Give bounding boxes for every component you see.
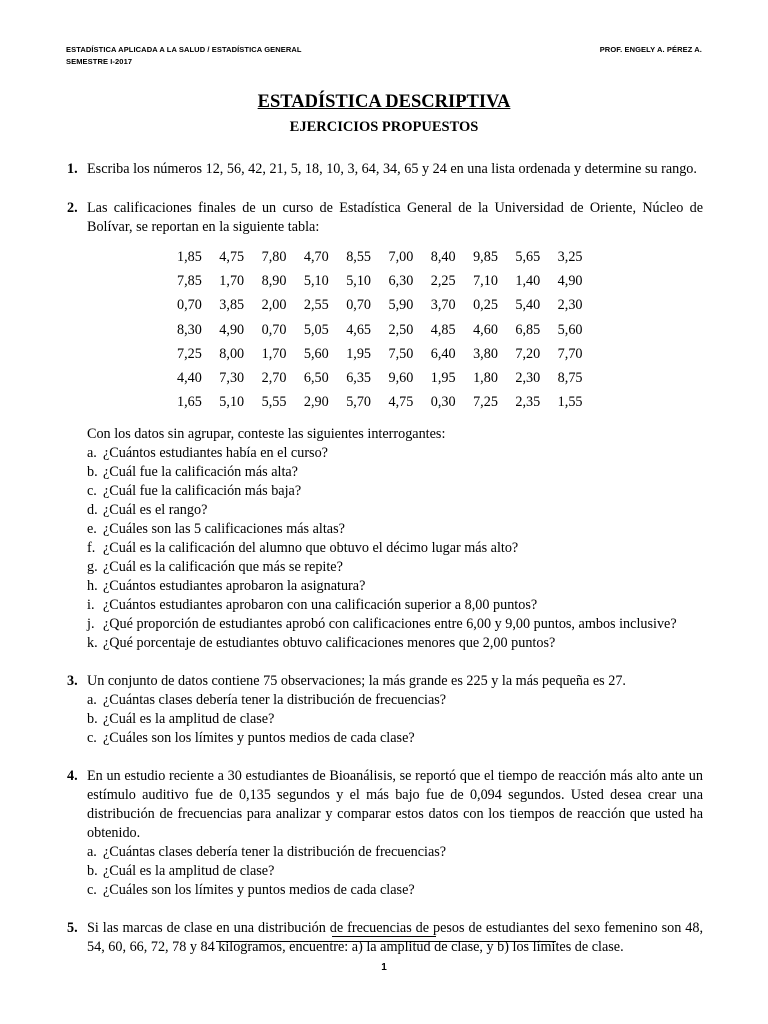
item-text: ¿Cuántas clases debería tener la distribución de frecuencias? bbox=[103, 692, 447, 709]
exercise-number: 3. bbox=[67, 673, 78, 690]
exercise-2 bbox=[67, 199, 703, 653]
exercise-text: Escriba los números 12, 56, 42, 21, 5, 18, 10, 3, 64, 34, 65 y 24 en una lista ordenada y determine su rango. bbox=[87, 161, 697, 177]
table-cell: 5,65 bbox=[515, 248, 541, 265]
exercise-text: Un conjunto de datos contiene 75 observaciones; la más grande es 225 y la más pequeña es 27. bbox=[87, 673, 626, 690]
table-cell: 4,75 bbox=[219, 248, 245, 265]
exercise-1 bbox=[67, 160, 703, 179]
table-cell: 7,20 bbox=[515, 345, 541, 362]
item-letter: a. bbox=[87, 844, 97, 861]
item-letter: a. bbox=[87, 692, 97, 709]
list-item bbox=[87, 444, 703, 463]
table-cell: 4,65 bbox=[346, 321, 372, 338]
item-text: ¿Cuántos estudiantes había en el curso? bbox=[103, 445, 328, 462]
table-cell: 7,30 bbox=[219, 370, 245, 387]
table-cell: 6,50 bbox=[303, 370, 329, 387]
item-text: ¿Cuáles son las 5 calificaciones más altas? bbox=[103, 521, 345, 538]
course-name: ESTADÍSTICA APLICADA A LA SALUD / ESTADÍSTICA GENERAL bbox=[66, 45, 302, 54]
table-cell: 5,40 bbox=[515, 297, 541, 314]
item-text: ¿Cuántos estudiantes aprobaron con una calificación superior a 8,00 puntos? bbox=[103, 597, 538, 614]
list-item bbox=[87, 482, 703, 501]
item-letter: j. bbox=[87, 616, 95, 633]
page-number: 1 bbox=[381, 962, 387, 973]
table-cell: 6,30 bbox=[388, 272, 414, 289]
table-cell: 8,90 bbox=[261, 272, 287, 289]
table-cell: 5,10 bbox=[303, 272, 329, 289]
list-item bbox=[87, 634, 703, 653]
table-cell: 4,70 bbox=[303, 248, 329, 265]
item-text: ¿Cuál es la calificación que más se repite? bbox=[103, 559, 343, 576]
list-item bbox=[87, 729, 703, 748]
list-item bbox=[87, 862, 703, 881]
table-cell: 2,35 bbox=[515, 394, 541, 411]
table-cell: 8,40 bbox=[430, 248, 456, 265]
item-text: ¿Cuántos estudiantes aprobaron la asignatura? bbox=[103, 578, 366, 595]
table-cell: 3,25 bbox=[557, 248, 583, 265]
table-cell: 7,25 bbox=[177, 345, 202, 362]
exercise-number: 5. bbox=[67, 920, 78, 937]
footer-divider-short bbox=[332, 936, 436, 937]
table-cell: 6,40 bbox=[430, 345, 456, 362]
exercise-number: 2. bbox=[67, 200, 78, 216]
exercise-5 bbox=[67, 919, 703, 957]
table-cell: 9,85 bbox=[473, 248, 498, 265]
table-cell: 7,50 bbox=[388, 345, 414, 362]
table-cell: 5,60 bbox=[557, 321, 583, 338]
table-cell: 4,90 bbox=[557, 272, 583, 289]
list-item bbox=[87, 520, 703, 539]
table-cell: 2,70 bbox=[261, 370, 287, 387]
table-cell: 5,10 bbox=[346, 272, 372, 289]
question-list bbox=[87, 444, 703, 653]
exercise-text: Si las marcas de clase en una distribución de frecuencias de pesos de estudiantes del sexo femenino son 48, 54, 60, 66, 72, 78 y 84 kilogramos, encuentre: a) la amplitud de clase, y b) los límites de clase. bbox=[87, 920, 703, 956]
table-cell: 8,75 bbox=[557, 370, 583, 387]
list-item bbox=[87, 558, 703, 577]
item-letter: b. bbox=[87, 464, 98, 481]
table-cell: 3,70 bbox=[430, 297, 456, 314]
table-cell: 0,70 bbox=[346, 297, 372, 314]
item-text: ¿Cuál es la amplitud de clase? bbox=[103, 711, 275, 728]
table-cell: 0,70 bbox=[177, 297, 202, 314]
table-cell: 7,70 bbox=[557, 345, 583, 362]
table-cell: 4,75 bbox=[388, 394, 414, 411]
table-cell: 0,30 bbox=[430, 394, 456, 411]
table-cell: 3,80 bbox=[473, 345, 498, 362]
item-letter: e. bbox=[87, 521, 97, 538]
item-text: ¿Cuáles son los límites y puntos medios de cada clase? bbox=[103, 730, 415, 747]
item-text: ¿Cuál es la calificación del alumno que obtuvo el décimo lugar más alto? bbox=[103, 540, 519, 557]
item-text: ¿Qué proporción de estudiantes aprobó con calificaciones entre 6,00 y 9,00 puntos, ambos inclusive? bbox=[103, 616, 677, 633]
table-row bbox=[177, 366, 600, 390]
item-text: ¿Cuál fue la calificación más alta? bbox=[103, 464, 298, 481]
table-row bbox=[177, 391, 600, 415]
table-cell: 5,60 bbox=[303, 345, 329, 362]
table-cell: 5,05 bbox=[303, 321, 329, 338]
table-row bbox=[177, 294, 600, 318]
list-item bbox=[87, 539, 703, 558]
question-list bbox=[87, 691, 703, 748]
table-cell: 7,10 bbox=[473, 272, 498, 289]
table-cell: 8,30 bbox=[177, 321, 202, 338]
table-cell: 7,85 bbox=[177, 272, 202, 289]
table-cell: 5,10 bbox=[219, 394, 245, 411]
exercise-text: En un estudio reciente a 30 estudiantes de Bioanálisis, se reportó que el tiempo de reacción más alto ante un estímulo auditivo fue de 0,135 segundos y el más bajo fue de 0,094 segundos. Usted desea crear una distribución de frecuencias para analizar y comparar estos datos con los tiempos de reacción que usted ha obtenido. bbox=[87, 768, 703, 842]
item-letter: h. bbox=[87, 578, 98, 595]
table-cell: 4,90 bbox=[219, 321, 245, 338]
list-item bbox=[87, 463, 703, 482]
table-cell: 6,35 bbox=[346, 370, 372, 387]
table-cell: 2,55 bbox=[303, 297, 329, 314]
exercise-intro: Con los datos sin agrupar, conteste las siguientes interrogantes: bbox=[87, 426, 446, 443]
table-cell: 3,85 bbox=[219, 297, 245, 314]
table-cell: 0,70 bbox=[261, 321, 287, 338]
item-letter: k. bbox=[87, 635, 98, 652]
exercise-number: 1. bbox=[67, 161, 78, 177]
item-text: ¿Cuál fue la calificación más baja? bbox=[103, 483, 302, 500]
item-letter: g. bbox=[87, 559, 98, 576]
item-text: ¿Cuántas clases debería tener la distribución de frecuencias? bbox=[103, 844, 447, 861]
table-cell: 4,40 bbox=[177, 370, 202, 387]
item-text: ¿Cuáles son los límites y puntos medios de cada clase? bbox=[103, 882, 415, 899]
table-row bbox=[177, 245, 600, 269]
table-cell: 2,50 bbox=[388, 321, 414, 338]
table-cell: 2,00 bbox=[261, 297, 287, 314]
table-cell: 2,90 bbox=[303, 394, 329, 411]
table-cell: 7,80 bbox=[261, 248, 287, 265]
table-cell: 1,40 bbox=[515, 272, 541, 289]
semester-label: SEMESTRE I-2017 bbox=[66, 57, 133, 66]
item-letter: f. bbox=[87, 540, 96, 557]
table-cell: 1,85 bbox=[177, 248, 202, 265]
table-cell: 8,55 bbox=[346, 248, 372, 265]
table-cell: 1,80 bbox=[473, 370, 498, 387]
table-row bbox=[177, 318, 600, 342]
list-item bbox=[87, 710, 703, 729]
list-item bbox=[87, 577, 703, 596]
table-cell: 2,30 bbox=[515, 370, 541, 387]
table-cell: 1,95 bbox=[346, 345, 372, 362]
item-letter: b. bbox=[87, 863, 98, 880]
table-cell: 7,00 bbox=[388, 248, 414, 265]
list-item bbox=[87, 691, 703, 710]
professor-name: PROF. ENGELY A. PÉREZ A. bbox=[599, 45, 702, 54]
table-row bbox=[177, 269, 600, 293]
exercise-3 bbox=[67, 672, 703, 748]
table-cell: 4,85 bbox=[430, 321, 456, 338]
footer-divider bbox=[216, 941, 556, 942]
item-letter: c. bbox=[87, 483, 97, 500]
table-cell: 4,60 bbox=[473, 321, 498, 338]
list-item bbox=[87, 881, 703, 900]
table-cell: 1,55 bbox=[557, 394, 583, 411]
item-letter: d. bbox=[87, 502, 98, 519]
table-cell: 5,70 bbox=[346, 394, 372, 411]
exercise-list bbox=[67, 160, 703, 957]
list-item bbox=[87, 615, 703, 634]
table-cell: 5,55 bbox=[261, 394, 287, 411]
table-cell: 1,95 bbox=[430, 370, 456, 387]
table-cell: 1,65 bbox=[177, 394, 202, 411]
document-subtitle: EJERCICIOS PROPUESTOS bbox=[289, 119, 479, 135]
list-item bbox=[87, 501, 703, 520]
item-letter: c. bbox=[87, 730, 97, 747]
table-cell: 5,90 bbox=[388, 297, 414, 314]
table-cell: 0,25 bbox=[473, 297, 498, 314]
table-cell: 2,30 bbox=[557, 297, 583, 314]
table-cell: 7,25 bbox=[473, 394, 498, 411]
item-text: ¿Qué porcentaje de estudiantes obtuvo calificaciones menores que 2,00 puntos? bbox=[103, 635, 556, 652]
item-letter: b. bbox=[87, 711, 98, 728]
question-list bbox=[87, 843, 703, 900]
table-cell: 6,85 bbox=[515, 321, 541, 338]
item-letter: c. bbox=[87, 882, 97, 899]
item-text: ¿Cuál es la amplitud de clase? bbox=[103, 863, 275, 880]
exercise-text: Las calificaciones finales de un curso de Estadística General de la Universidad de Oriente, Núcleo de Bolívar, se reportan en la siguiente tabla: bbox=[87, 200, 703, 235]
table-row bbox=[177, 342, 600, 366]
table-cell: 2,25 bbox=[430, 272, 456, 289]
item-letter: a. bbox=[87, 445, 97, 462]
table-cell: 1,70 bbox=[219, 272, 245, 289]
list-item bbox=[87, 596, 703, 615]
table-cell: 8,00 bbox=[219, 345, 245, 362]
item-letter: i. bbox=[87, 597, 95, 614]
item-text: ¿Cuál es el rango? bbox=[103, 502, 208, 519]
page-header bbox=[66, 44, 702, 68]
exercise-number: 4. bbox=[67, 768, 78, 785]
table-cell: 9,60 bbox=[388, 370, 414, 387]
grades-table bbox=[177, 245, 600, 415]
document-title: ESTADÍSTICA DESCRIPTIVA bbox=[257, 92, 511, 112]
exercise-4 bbox=[67, 767, 703, 900]
list-item bbox=[87, 843, 703, 862]
table-cell: 1,70 bbox=[261, 345, 287, 362]
